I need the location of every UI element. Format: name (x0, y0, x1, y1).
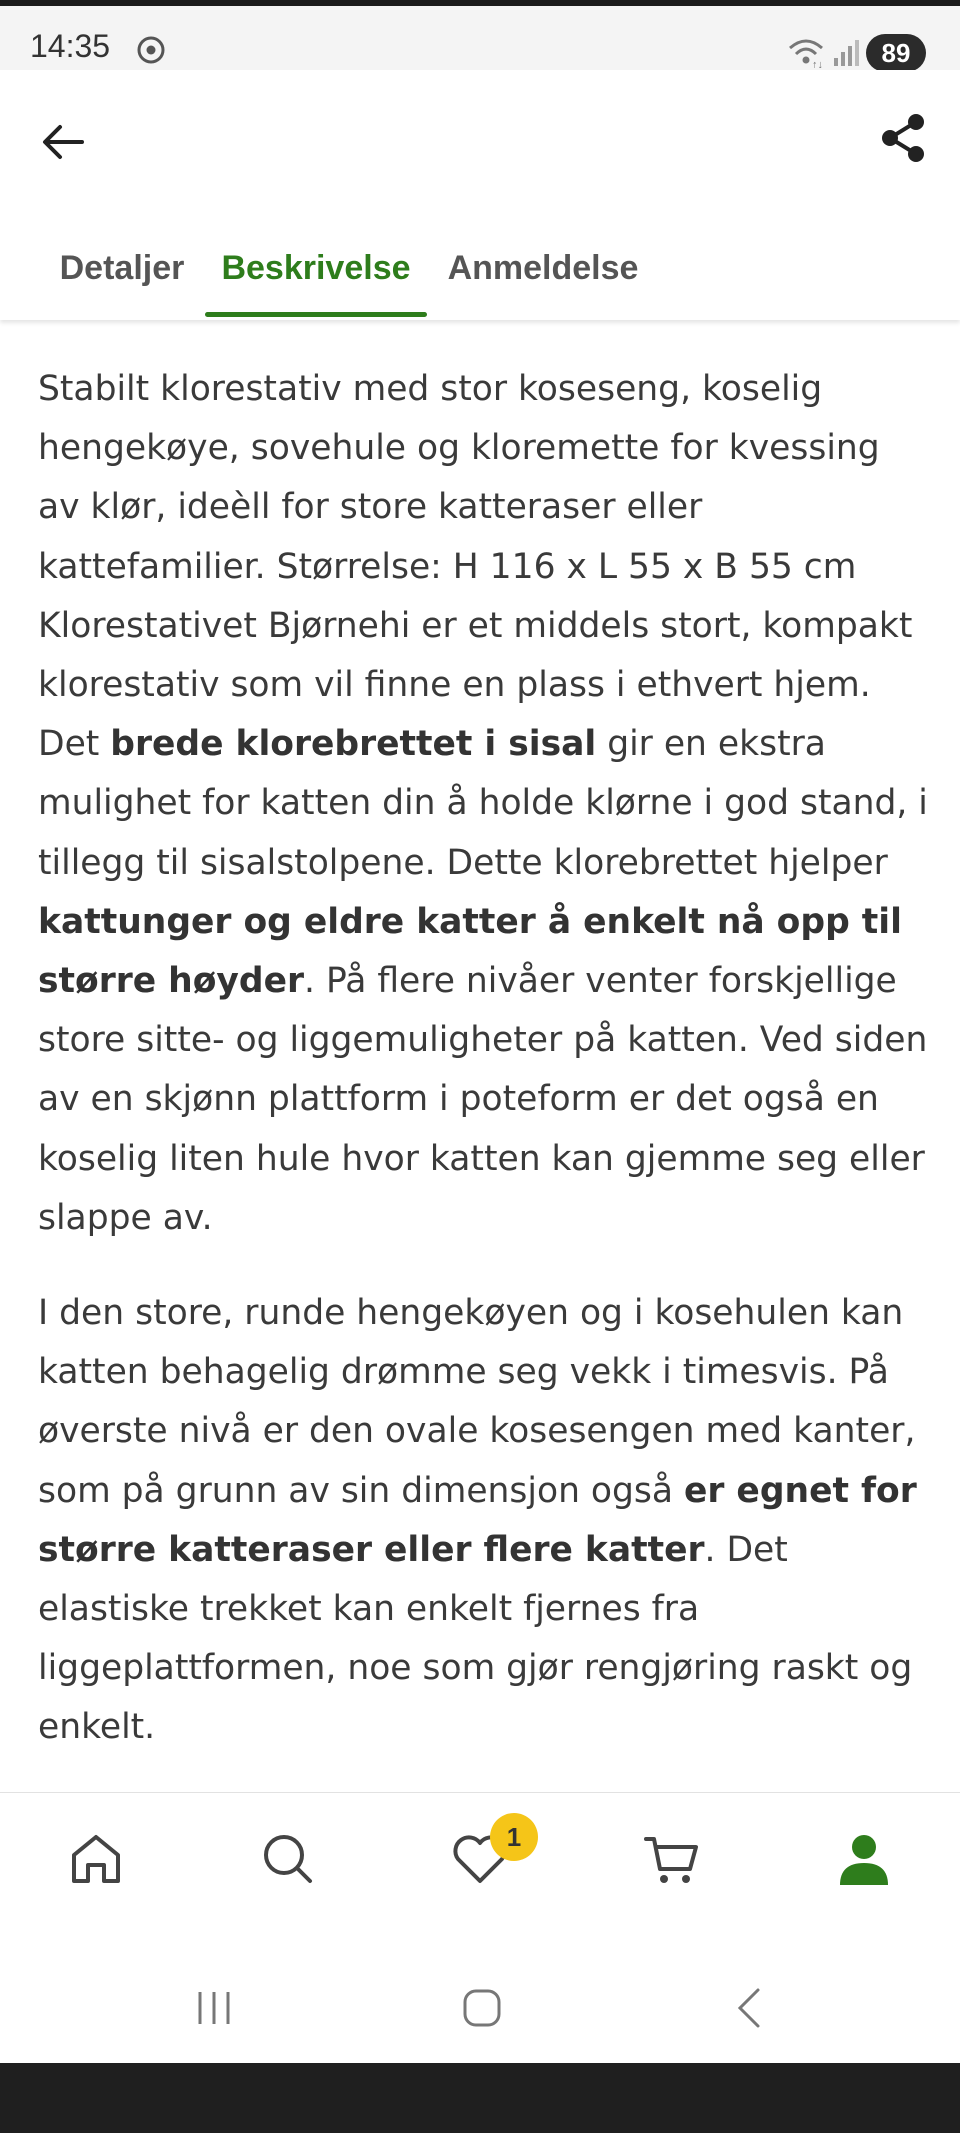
screen-bezel (0, 2063, 960, 2133)
status-bar (0, 0, 960, 70)
recent-apps-icon[interactable] (192, 1986, 236, 2030)
home-icon[interactable] (64, 1827, 128, 1891)
status-time: 14:35 (30, 28, 111, 64)
favorites-count-badge: 1 (490, 1813, 538, 1861)
active-tab-indicator (205, 312, 427, 317)
user-icon[interactable] (832, 1827, 896, 1891)
top-app-bar (0, 70, 960, 320)
description-paragraph: Stabilt klorestativ med stor koseseng, koselig hengekøye, sovehule og kloremette for kvessing av klør, ideèll for store katteraser eller kattefamilier. Størrelse: H 116 x L 55 x B 55 cm Klorestativet Bjørnehi er et middels stort, kompakt klorestativ som vil finne en plass i ethvert hjem. Det brede klorebrettet i sisal gir en ekstra mulighet for katten din å holde klørne i god stand, i tillegg til sisalstolpene. Dette klorebrettet hjelper kattunger og eldre katter å enkelt nå opp til større høyder. På flere nivåer venter forskjellige store sitte- og liggemuligheter på katten. Ved siden av en skjønn plattform i poteform er det også en koselig liten hule hvor katten kan gjemme seg eller slappe av. (38, 369, 928, 1238)
tab-details[interactable]: Detaljer (59, 249, 185, 287)
battery-icon: 89 (866, 34, 926, 72)
bottom-navigation (0, 1792, 960, 1942)
wifi-icon (786, 36, 826, 68)
system-navigation-bar (0, 1942, 960, 2063)
highlight-text: er egnet for større katteraser eller flere katter (38, 1470, 917, 1570)
tab-description[interactable]: Beskrivelse (221, 249, 411, 287)
arrow-left-icon[interactable] (36, 114, 92, 170)
product-description (38, 360, 928, 1794)
cart-icon[interactable] (640, 1827, 704, 1891)
svg-text:↑↓: ↑↓ (812, 59, 823, 68)
home-circle-icon[interactable] (460, 1986, 504, 2030)
location-pin-icon (136, 36, 166, 66)
highlight-text: kattunger og eldre katter å enkelt nå opp til større høyder (38, 901, 902, 1002)
back-chevron-icon[interactable] (728, 1986, 772, 2030)
search-icon[interactable] (256, 1827, 320, 1891)
tab-reviews[interactable]: Anmeldelse (447, 249, 639, 287)
highlight-text: brede klorebrettet i sisal (110, 724, 597, 765)
signal-icon (832, 38, 860, 68)
description-paragraph: I den store, runde hengekøyen og i kosehulen kan katten behagelig drømme seg vekk i timesvis. På øverste nivå er den ovale kosesengen med kanter, som på grunn av sin dimensjon også er egnet for større katteraser eller flere katter. Det elastiske trekket kan enkelt fjernes fra liggeplattformen, noe som gjør rengjøring raskt og enkelt. (38, 1293, 917, 1748)
product-tabs (0, 230, 960, 320)
share-icon[interactable] (876, 110, 932, 166)
